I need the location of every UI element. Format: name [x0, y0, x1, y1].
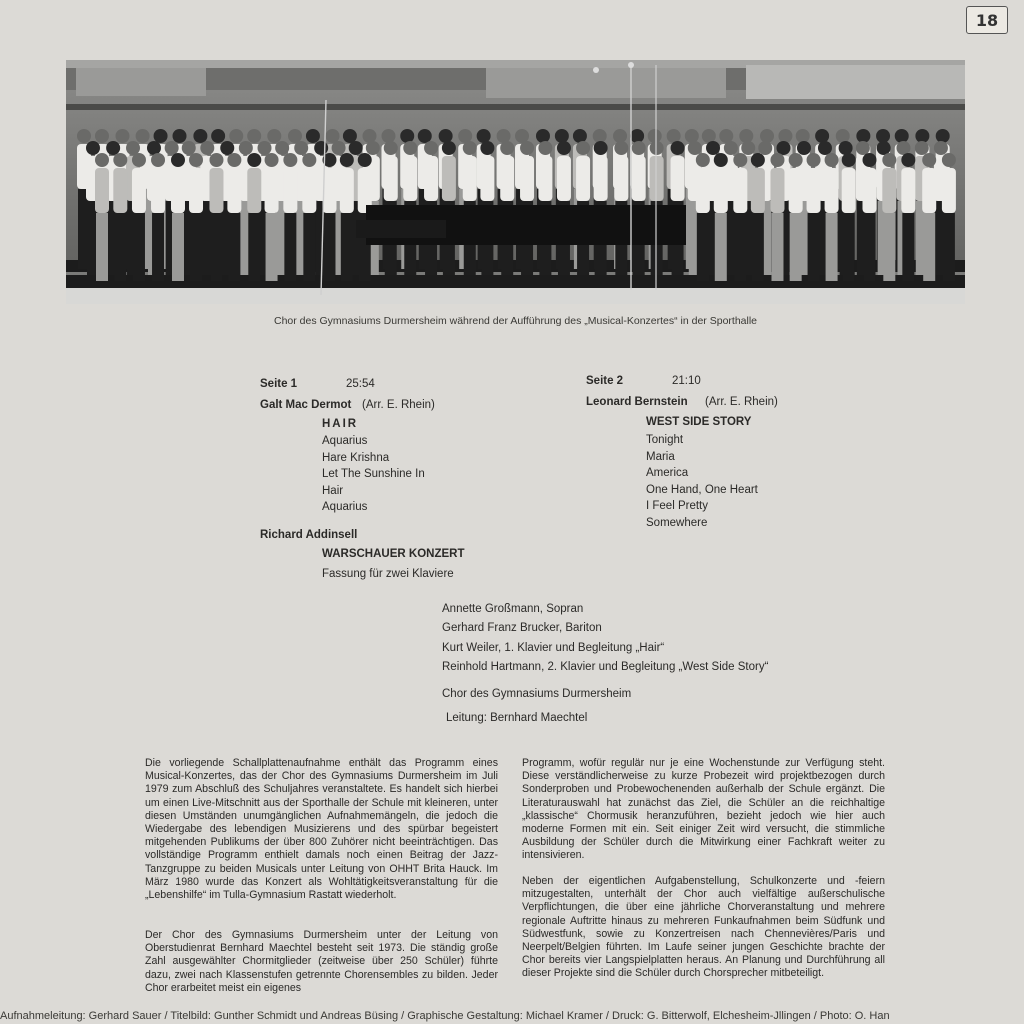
side1-work2-note: Fassung für zwei Klaviere: [322, 568, 454, 580]
track: Hare Krishna: [322, 451, 390, 464]
track: Aquarius: [322, 435, 368, 447]
price-sticker: 18: [966, 6, 1008, 34]
side1-composer2: Richard Addinsell: [260, 529, 358, 541]
track: Maria: [646, 450, 675, 463]
performer-piano1: Kurt Weiler, 1. Klavier und Begleitung „Hair“: [442, 642, 665, 654]
track: Somewhere: [646, 516, 708, 529]
conductor-credit: Leitung: Bernhard Maechtel: [446, 712, 588, 724]
side1-composer1: Galt Mac Dermot: [260, 399, 352, 411]
track: I Feel Pretty: [646, 500, 708, 512]
liner-left-paragraph-2: Der Chor des Gymnasiums Durmersheim unter der Leitung von Oberstudienrat Bernhard Maechtel besteht seit 1973. Die ständig große Zahl ausgewählter Chormitglieder (zeitweise über 250 Schüler) führte dazu, zwei nach Klassenstufen getrennte Chorensembles zu bilden. Jeder Chor erarbeitet meist ein eigenes: [145, 929, 498, 994]
side2-arranger: (Arr. E. Rhein): [705, 396, 778, 408]
liner-right-paragraph-2: Neben der eigentlichen Aufgabenstellung, Schulkonzerte und -feiern mitzugestalten, unterhält der Chor auch vielfältige außerschulische Verpflichtungen, die über eine jährliche Chorveranstaltung und mehrere regionale Auftritte hinaus zu mehreren Funkaufnahmen beim Südfunk und Südwestfunk, sowie zu Konzertreisen nach Chennevières/Paris und Neerpelt/Belgien führten. Im Laufe seiner jungen Geschichte brachte der Chor bereits vier Langspielplatten heraus. An Planung und Durchführung all dieser Projekte sind die Schüler durch Chorsprecher mitbeteiligt.: [522, 875, 885, 980]
choir-credit: Chor des Gymnasiums Durmersheim: [442, 688, 632, 700]
side1-tracklist: [322, 433, 425, 516]
side2-composer: Leonard Bernstein: [586, 396, 688, 408]
track: Hair: [322, 484, 344, 497]
side2-work: WEST SIDE STORY: [646, 416, 752, 428]
photo-caption: Chor des Gymnasiums Durmersheim während der Aufführung des „Musical-Konzertes“ in der Sporthalle: [273, 315, 758, 327]
side2-label: Seite 2: [586, 375, 624, 387]
choir-photo: [66, 60, 965, 304]
side2-tracklist: [646, 432, 758, 531]
liner-right-paragraph-1: Programm, wofür regulär nur je eine Wochenstunde zur Verfügung steht. Diese verständlicherweise zu kurze Probezeit wird projektbezogen durch Sonderproben und Probewochenenden außerhalb der Schule ergänzt. Die Literaturauswahl hat zunächst das Ziel, die Schüler an die reichhaltige „klassische“ Chormusik heranzuführen, bezieht jedoch wie hier auch moderne Formen mit ein. Seit einiger Zeit wird versucht, die stimmliche Ausbildung der Schüler durch die Mitwirkung einer Fachkraft weiter zu intensivieren.: [522, 757, 885, 862]
liner-left-paragraph-1: Die vorliegende Schallplattenaufnahme enthält das Programm eines Musical-Konzertes, das der Chor des Gymnasiums Durmersheim im Juli 1979 zum Abschluß des Schuljahres veranstaltete. Es handelt sich hierbei um einen Live-Mitschnitt aus der Sporthalle der Schule mit kleineren, unter diesen Umständen unumgänglichen Aufnahmemängeln, die jedoch die Wiedergabe des lebendigen Musizierens und des spürbar begeistert mitgehenden Publikums der über 800 Zuhörer nicht beeinträchtigen. Das vollständige Programm enthielt damals noch einen Beitrag der Jazz-Tanzgruppe zu beiden Musicals unter Leitung von OHHT Brita Hauck. Im März 1980 wurde das Konzert als Wohltätigkeitsveranstaltung für die „Lebenshilfe“ im Tulla-Gymnasium Rastatt wiederholt.: [145, 757, 498, 902]
side1-duration: 25:54: [346, 378, 375, 390]
track: America: [646, 467, 689, 479]
performer-baritone: Gerhard Franz Brucker, Bariton: [442, 622, 602, 634]
side2-duration: 21:10: [672, 375, 701, 387]
track: Let The Sunshine In: [322, 468, 425, 480]
track: Aquarius: [322, 501, 368, 513]
track: One Hand, One Heart: [646, 483, 758, 496]
performer-soprano: Annette Großmann, Sopran: [442, 603, 584, 615]
side1-work2: WARSCHAUER KONZERT: [322, 548, 465, 560]
performer-piano2: Reinhold Hartmann, 2. Klavier und Begleitung „West Side Story“: [442, 661, 769, 673]
side1-work1: HAIR: [322, 418, 359, 430]
side1-label: Seite 1: [260, 378, 298, 390]
production-credits-footer: Aufnahmeleitung: Gerhard Sauer / Titelbild: Gunther Schmidt und Andreas Büsing / Graphische Gestaltung: Michael Kramer / Druck: G. Bitterwolf, Elchesheim-Jllingen / Photo: O. Han: [0, 1010, 890, 1022]
side1-arranger1: (Arr. E. Rhein): [362, 399, 435, 411]
track: Tonight: [646, 434, 684, 446]
